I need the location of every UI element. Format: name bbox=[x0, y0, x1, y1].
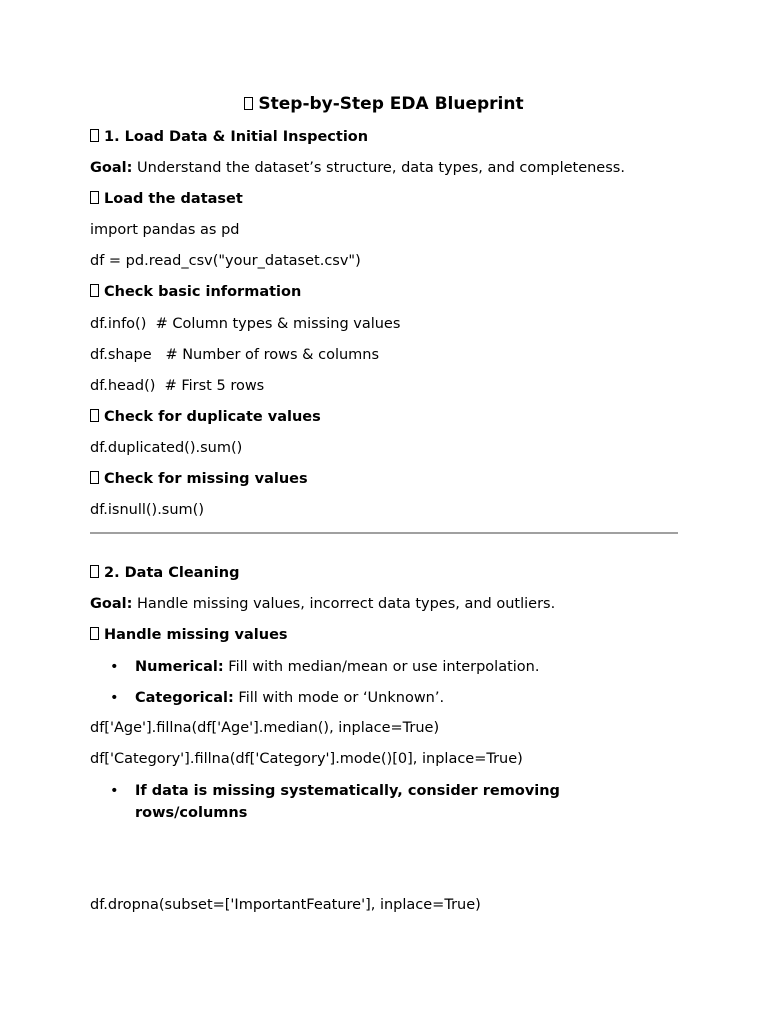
missing-glyph-icon bbox=[90, 129, 99, 142]
bullet-dot-icon: • bbox=[110, 783, 119, 799]
section-1-heading: 1. Load Data & Initial Inspection bbox=[90, 127, 368, 147]
bullet-dot-icon: • bbox=[110, 690, 119, 706]
section-divider bbox=[90, 532, 678, 534]
list-item: Numerical: Fill with median/mean or use interpolation. bbox=[135, 659, 540, 675]
missing-glyph-icon bbox=[90, 284, 99, 297]
list-item: If data is missing systematically, consider removing rows/columns bbox=[135, 783, 560, 821]
section-2-heading: 2. Data Cleaning bbox=[90, 563, 239, 583]
basic-info-heading: Check basic information bbox=[90, 282, 301, 302]
missing-glyph-icon bbox=[90, 565, 99, 578]
bullet-dot-icon: • bbox=[110, 659, 119, 675]
missing-glyph-icon bbox=[90, 471, 99, 484]
handle-missing-heading: Handle missing values bbox=[90, 625, 288, 645]
code-line: import pandas as pd bbox=[90, 222, 240, 238]
code-line: df['Category'].fillna(df['Category'].mode()[0], inplace=True) bbox=[90, 751, 523, 767]
list-item: Categorical: Fill with mode or ‘Unknown’. bbox=[135, 690, 445, 706]
code-line: df.shape # Number of rows & columns bbox=[90, 347, 380, 363]
section-2-goal: Goal: Handle missing values, incorrect data types, and outliers. bbox=[90, 596, 556, 612]
code-line: df.isnull().sum() bbox=[90, 502, 204, 518]
code-line: df = pd.read_csv("your_dataset.csv") bbox=[90, 253, 361, 269]
section-1-goal: Goal: Understand the dataset’s structure, data types, and completeness. bbox=[90, 160, 625, 176]
missing-glyph-icon bbox=[90, 627, 99, 640]
duplicate-values-heading: Check for duplicate values bbox=[90, 407, 321, 427]
code-line: df['Age'].fillna(df['Age'].median(), inplace=True) bbox=[90, 720, 440, 736]
code-line: df.info() # Column types & missing values bbox=[90, 316, 401, 332]
code-line: df.dropna(subset=['ImportantFeature'], inplace=True) bbox=[90, 897, 481, 913]
missing-values-heading: Check for missing values bbox=[90, 469, 308, 489]
missing-glyph-icon bbox=[90, 191, 99, 204]
page-title: Step-by-Step EDA Blueprint bbox=[0, 93, 768, 115]
code-line: df.head() # First 5 rows bbox=[90, 378, 265, 394]
missing-glyph-icon bbox=[90, 409, 99, 422]
missing-glyph-icon bbox=[244, 97, 253, 110]
code-line: df.duplicated().sum() bbox=[90, 440, 243, 456]
load-dataset-heading: Load the dataset bbox=[90, 189, 243, 209]
